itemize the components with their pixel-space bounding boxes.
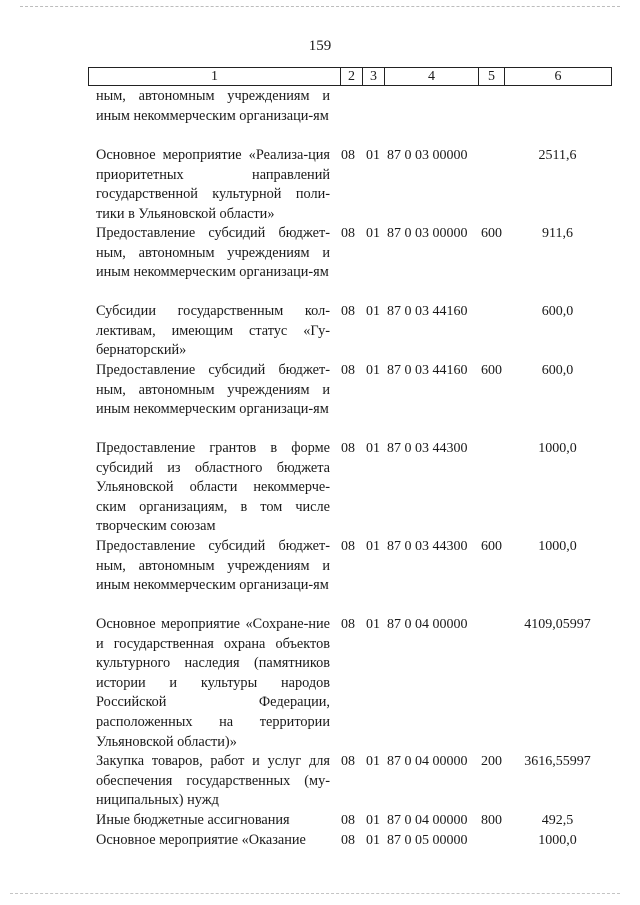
table-header	[88, 67, 612, 86]
row-amount: 600,0	[541, 304, 574, 319]
row-amount: 492,5	[541, 813, 574, 828]
row-target-code: 87 0 03 44160	[387, 363, 468, 378]
row-target-code: 87 0 03 00000	[387, 148, 468, 163]
row-amount: 3616,55997	[524, 754, 591, 769]
header-col-1: 1	[89, 68, 341, 85]
row-name: Закупка товаров, работ и услуг для обеспечения государственных (му-ниципальных) нужд	[96, 753, 330, 809]
row-amount: 4109,05997	[524, 617, 591, 632]
row-target-code: 87 0 04 00000	[387, 617, 468, 632]
row-name: Основное мероприятие «Сохране-ние и государственная охрана объектов культурного наследия (памятников истории и культуры народов Российской Федерации, расположенных на территории Ульяновской области)»	[96, 616, 330, 750]
table-row	[0, 439, 640, 537]
row-target-code: 87 0 05 00000	[387, 833, 468, 848]
row-name: Основное мероприятие «Реализа-ция приоритетных направлений государственной культурной поли-тики в Ульяновской области»	[96, 147, 330, 222]
table-row	[0, 615, 640, 752]
row-subsection: 01	[366, 148, 380, 163]
row-expense-type: 600	[481, 539, 502, 554]
row-name: Иные бюджетные ассигнования	[96, 812, 290, 828]
row-target-code: 87 0 03 44300	[387, 441, 468, 456]
row-subsection: 01	[366, 539, 380, 554]
table-row	[0, 302, 640, 361]
header-col-2: 2	[341, 68, 363, 85]
table-row	[0, 361, 640, 439]
row-section: 08	[341, 617, 355, 632]
row-amount: 600,0	[541, 363, 574, 378]
row-amount: 1000,0	[538, 833, 577, 848]
row-section: 08	[341, 148, 355, 163]
row-subsection: 01	[366, 226, 380, 241]
page-number: 159	[308, 38, 332, 54]
row-target-code: 87 0 03 44160	[387, 304, 468, 319]
scan-edge-top	[20, 6, 620, 8]
row-section: 08	[341, 813, 355, 828]
row-target-code: 87 0 03 00000	[387, 226, 468, 241]
row-amount: 1000,0	[538, 441, 577, 456]
row-section: 08	[341, 754, 355, 769]
row-target-code: 87 0 04 00000	[387, 754, 468, 769]
header-col-5: 5	[479, 68, 505, 85]
row-target-code: 87 0 04 00000	[387, 813, 468, 828]
scan-edge-bottom	[10, 893, 620, 895]
row-name: Предоставление субсидий бюджет-ным, автономным учреждениям и иным некоммерческим организаци-ям	[96, 538, 330, 594]
table-row	[0, 537, 640, 615]
row-expense-type: 200	[481, 754, 502, 769]
row-name: Предоставление субсидий бюджет-ным, автономным учреждениям и иным некоммерческим организаци-ям	[96, 362, 330, 418]
row-section: 08	[341, 539, 355, 554]
row-expense-type: 600	[481, 226, 502, 241]
row-section: 08	[341, 304, 355, 319]
row-section: 08	[341, 226, 355, 241]
table-row	[0, 752, 640, 811]
row-subsection: 01	[366, 304, 380, 319]
header-col-3: 3	[363, 68, 385, 85]
row-expense-type: 600	[481, 363, 502, 378]
header-col-6: 6	[554, 69, 562, 84]
row-amount: 2511,6	[538, 148, 577, 163]
row-name: Предоставление субсидий бюджет-ным, автономным учреждениям и иным некоммерческим организаци-ям	[96, 225, 330, 281]
table-row	[0, 811, 640, 831]
row-subsection: 01	[366, 813, 380, 828]
row-subsection: 01	[366, 441, 380, 456]
table-row	[0, 831, 640, 851]
row-subsection: 01	[366, 833, 380, 848]
row-amount: 911,6	[542, 226, 573, 241]
row-subsection: 01	[366, 363, 380, 378]
row-subsection: 01	[366, 754, 380, 769]
table-body	[0, 87, 640, 851]
row-amount: 1000,0	[538, 539, 577, 554]
table-row	[0, 224, 640, 302]
row-section: 08	[341, 363, 355, 378]
row-section: 08	[341, 833, 355, 848]
row-section: 08	[341, 441, 355, 456]
row-target-code: 87 0 03 44300	[387, 539, 468, 554]
row-name: Субсидии государственным кол-лективам, имеющим статус «Гу-бернаторский»	[96, 303, 330, 359]
row-name: ным, автономным учреждениям и иным некоммерческим организаци-ям	[96, 88, 330, 124]
row-name: Предоставление грантов в форме субсидий из областного бюджета Ульяновской области некоммерче-ским организациям, в том числе творческим союзам	[96, 440, 330, 535]
table-row	[0, 146, 640, 224]
row-name: Основное мероприятие «Оказание	[96, 832, 306, 848]
row-subsection: 01	[366, 617, 380, 632]
row-expense-type: 800	[481, 813, 502, 828]
table-row	[0, 87, 640, 146]
header-col-4: 4	[385, 68, 479, 85]
